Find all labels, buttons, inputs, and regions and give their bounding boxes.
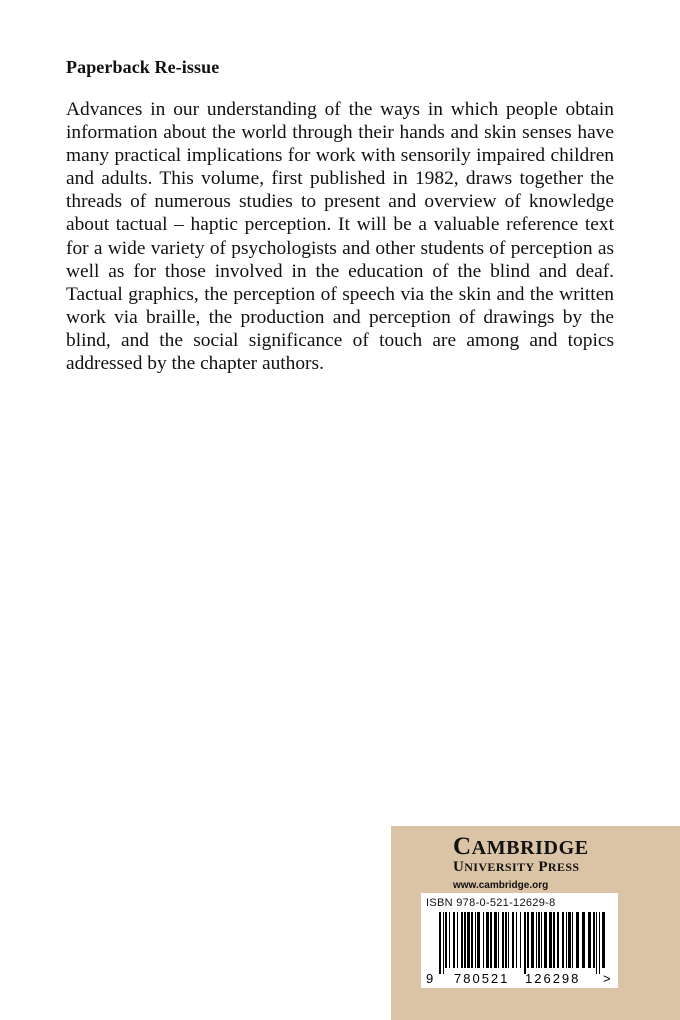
barcode-graphic bbox=[421, 893, 618, 988]
publisher-subtitle-text: UNIVERSITY PRESS bbox=[453, 859, 580, 875]
barcode-digits-right: 126298 bbox=[525, 971, 581, 986]
barcode-bar bbox=[502, 912, 504, 968]
barcode-bar bbox=[439, 912, 441, 974]
barcode-bar bbox=[576, 912, 579, 968]
barcode-bar bbox=[461, 912, 463, 968]
barcode-bar bbox=[477, 912, 480, 968]
barcode-bar bbox=[531, 912, 534, 968]
barcode-bar bbox=[471, 912, 473, 968]
description-text: Advances in our understanding of the ways in which people obtain information about the world through their hands and skin senses have many practical implications for work with sensorily impaired children and adults. This volume, first published in 1982, draws together the threads of numerous studies to present and overview of knowledge about tactual – haptic perception. It will be a valuable reference text for a wide variety of psychologists and other students of perception as well as for those involved in the education of the blind and deaf. Tactual graphics, the perception of speech via the skin and the written work via braille, the production and perception of drawings by the blind, and the social significance of touch are among and topics addressed by the chapter authors. bbox=[66, 99, 614, 375]
barcode-digit-lead: 9 bbox=[426, 971, 434, 986]
barcode-bar bbox=[494, 912, 497, 968]
barcode-bar bbox=[549, 912, 552, 968]
barcode-bar bbox=[457, 912, 458, 968]
barcode-bar bbox=[536, 912, 537, 968]
barcode-quiet-marker: > bbox=[603, 971, 611, 986]
barcode-bar bbox=[553, 912, 555, 968]
barcode-bar bbox=[490, 912, 492, 968]
barcode-bar bbox=[445, 912, 447, 968]
barcode-bar bbox=[475, 912, 476, 968]
barcode-bar bbox=[544, 912, 547, 968]
barcode-bar bbox=[498, 912, 499, 968]
barcode-bar bbox=[508, 912, 509, 968]
barcode-bar bbox=[483, 912, 484, 968]
barcode-bar bbox=[449, 912, 450, 968]
barcode-bar bbox=[557, 912, 559, 968]
barcode-bar bbox=[572, 912, 573, 968]
barcode-digits-left: 780521 bbox=[454, 971, 510, 986]
publisher-name-text: CAMBRIDGE bbox=[453, 833, 589, 860]
barcode-bar bbox=[516, 912, 517, 968]
barcode-box bbox=[421, 893, 618, 988]
publisher-name bbox=[453, 833, 589, 861]
barcode-bar bbox=[599, 912, 600, 974]
barcode-bar bbox=[588, 912, 591, 968]
barcode-bar bbox=[593, 912, 595, 968]
barcode-bar bbox=[527, 912, 529, 968]
barcode-bar bbox=[541, 912, 542, 968]
barcode-bar bbox=[568, 912, 571, 968]
barcode-bar bbox=[512, 912, 514, 968]
barcode-bar bbox=[582, 912, 585, 968]
barcode-bar bbox=[443, 912, 444, 974]
barcode-bar bbox=[596, 912, 597, 974]
barcode-bar bbox=[538, 912, 540, 968]
barcode-bar bbox=[520, 912, 521, 968]
barcode-bar bbox=[467, 912, 470, 968]
barcode-bar bbox=[505, 912, 507, 968]
barcode-bar bbox=[602, 912, 605, 968]
barcode-bar bbox=[562, 912, 564, 968]
barcode-bar bbox=[486, 912, 489, 968]
isbn-label: ISBN 978-0-521-12629-8 bbox=[426, 897, 556, 909]
publisher-subtitle bbox=[453, 859, 580, 876]
barcode-bar bbox=[453, 912, 455, 968]
publisher-url: www.cambridge.org bbox=[453, 880, 549, 891]
barcode-bar bbox=[524, 912, 526, 974]
barcode-bar bbox=[566, 912, 567, 968]
section-heading: Paperback Re-issue bbox=[66, 57, 220, 77]
barcode-bar bbox=[464, 912, 466, 968]
barcode-bars bbox=[439, 912, 605, 974]
